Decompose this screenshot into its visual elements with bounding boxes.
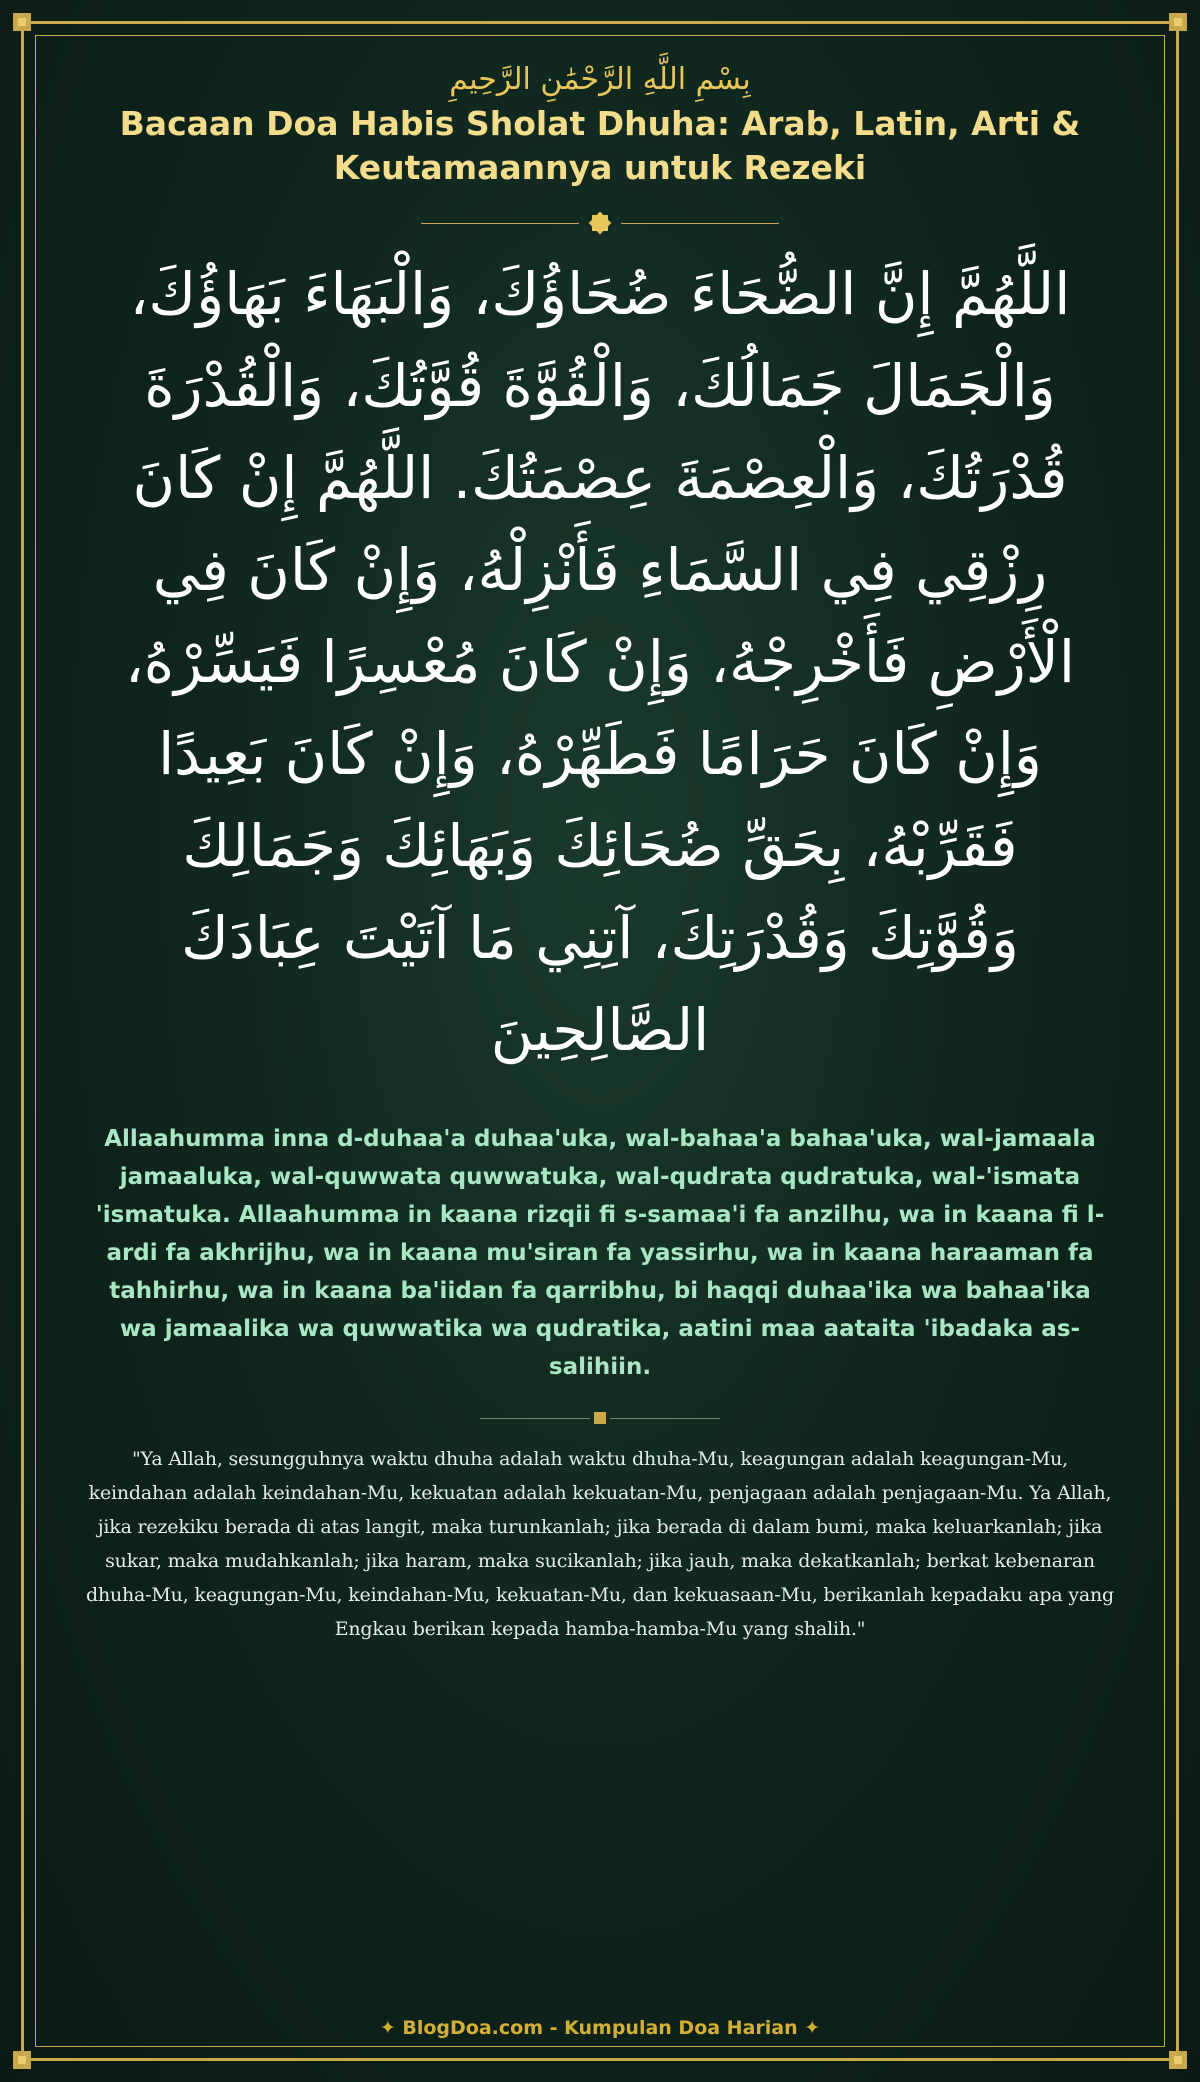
- arabic-doa-text: اللَّهُمَّ إِنَّ الضُّحَاءَ ضُحَاؤُكَ، وَالْبَهَاءَ بَهَاؤُكَ، وَالْجَمَالَ جَمَالُكَ، وَالْقُوَّةَ قُوَّتُكَ، وَالْقُدْرَةَ قُدْرَتُكَ، وَالْعِصْمَةَ عِصْمَتُكَ. اللَّهُمَّ إِنْ كَانَ رِزْقِي فِي السَّمَاءِ فَأَنْزِلْهُ، وَإِنْ كَانَ فِي الْأَرْضِ فَأَخْرِجْهُ، وَإِنْ كَانَ مُعْسِرًا فَيَسِّرْهُ، وَإِنْ كَانَ حَرَامًا فَطَهِّرْهُ، وَإِنْ كَانَ بَعِيدًا فَقَرِّبْهُ، بِحَقِّ ضُحَائِكَ وَبَهَائِكَ وَجَمَالِكَ وَقُوَّتِكَ وَقُدْرَتِكَ، آتِنِي مَا آتَيْتَ عِبَادَكَ الصَّالِحِينَ: [124, 260, 1075, 1064]
- title-divider: [60, 208, 1140, 238]
- latin-transliteration: Allaahumma inna d-duhaa'a duhaa'uka, wal-bahaa'a bahaa'uka, wal-jamaala jamaaluka, wal-quwwata quwwatuka, wal-qudrata qudratuka, wal-'ismata 'ismatuka. Allaahumma in kaana rizqii fi s-samaa'i fa anzilhu, wa in kaana fi l-ardi fa akhrijhu, wa in kaana mu'siran fa yassirhu, wa in kaana haraaman fa tahhirhu, wa in kaana ba'iidan fa qarribhu, bi haqqi duhaa'ika wa bahaa'ika wa jamaalika wa quwwatika wa qudratika, aatini maa aataita 'ibadaka as-salihiin.: [95, 1126, 1105, 1380]
- translation-text: "Ya Allah, sesungguhnya waktu dhuha adalah waktu dhuha-Mu, keagungan adalah keagungan-Mu, keindahan adalah keindahan-Mu, kekuatan adalah kekuatan-Mu, penjagaan adalah penjagaan-Mu. Ya Allah, jika rezekiku berada di atas langit, maka turunkanlah; jika berada di dalam bumi, maka keluarkanlah; jika sukar, maka mudahkanlah; jika haram, maka sucikanlah; jika jauh, maka dekatkanlah; berkat kebenaran dhuha-Mu, keagungan-Mu, keindahan-Mu, kekuatan-Mu, dan kekuasaan-Mu, berikanlah kepadaku apa yang Engkau berikan kepada hamba-hamba-Mu yang shalih.": [85, 1448, 1114, 1640]
- square-ornament-icon: [592, 1410, 608, 1426]
- footer-credit: ✦ BlogDoa.com - Kumpulan Doa Harian ✦: [379, 2017, 821, 2039]
- corner-ornament-icon: [1165, 9, 1191, 35]
- divider-line: [610, 1418, 720, 1419]
- divider-line: [480, 1418, 590, 1419]
- corner-ornament-icon: [1165, 2047, 1191, 2073]
- divider-line: [621, 223, 779, 224]
- divider-line: [421, 223, 579, 224]
- corner-ornament-icon: [9, 9, 35, 35]
- star-ornament-icon: [585, 208, 615, 238]
- basmalah-heading: بِسْمِ اللَّهِ الرَّحْمَٰنِ الرَّحِيمِ: [449, 62, 751, 97]
- corner-ornament-icon: [9, 2047, 35, 2073]
- section-divider: [60, 1408, 1140, 1428]
- page-title: Bacaan Doa Habis Sholat Dhuha: Arab, Latin, Arti & Keutamaannya untuk Rezeki: [119, 104, 1081, 187]
- main-content: [60, 50, 1140, 1646]
